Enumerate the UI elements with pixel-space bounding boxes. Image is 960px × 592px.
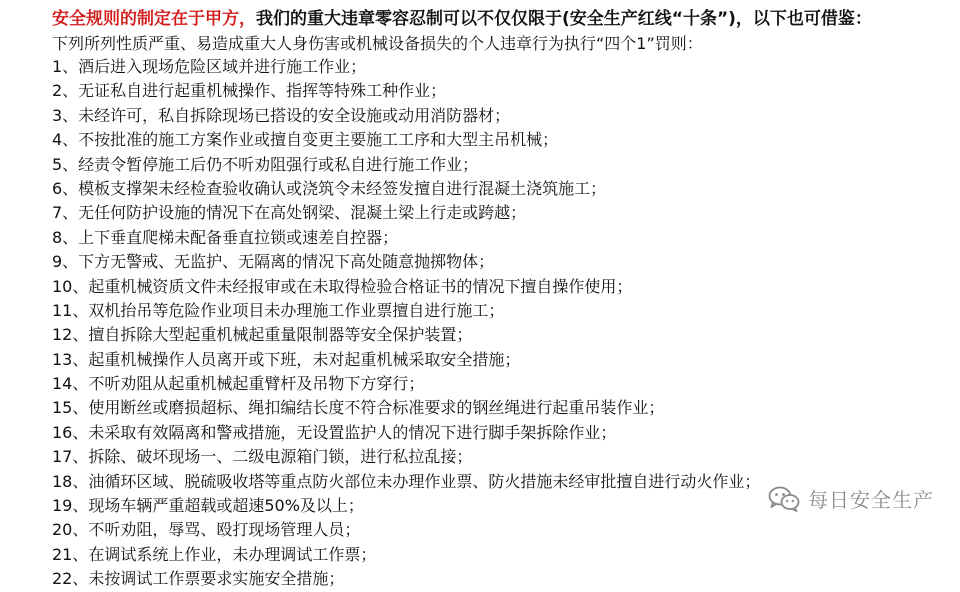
title-text: 我们的重大违章零容忍制可以不仅仅限于(安全生产红线“十条”)，以下也可借鉴： <box>256 9 872 29</box>
rule-item: 19、现场车辆严重超载或超速50%及以上； <box>52 496 364 516</box>
rule-item: 16、未采取有效隔离和警戒措施，无设置监护人的情况下进行脚手架拆除作业； <box>52 422 617 442</box>
rule-item: 17、拆除、破坏现场一、二级电源箱门锁，进行私拉乱接； <box>52 447 473 467</box>
rule-item: 2、无证私自进行起重机械操作、指挥等特殊工种作业； <box>52 81 447 101</box>
rule-item: 12、擅自拆除大型起重机械起重量限制器等安全保护装置； <box>52 325 473 345</box>
watermark <box>764 484 938 513</box>
rule-item: 5、经责令暂停施工后仍不听劝阻强行或私自进行施工作业； <box>52 154 479 174</box>
intro-text: 下列所列性质严重、易造成重大人身伤害或机械设备损失的个人违章行为执行“四个1”罚则： <box>52 34 703 53</box>
rule-item: 6、模板支撑架未经检查验收确认或浇筑令未经签发擅自进行混凝土浇筑施工； <box>52 178 607 198</box>
wechat-icon <box>768 486 800 512</box>
rule-item: 9、下方无警戒、无监护、无隔离的情况下高处随意抛掷物体； <box>52 252 495 272</box>
rule-item: 10、起重机械资质文件未经报审或在未取得检验合格证书的情况下擅自操作使用； <box>52 276 633 296</box>
rule-item: 8、上下垂直爬梯未配备垂直拉锁或速差自控器； <box>52 227 399 247</box>
rule-item: 4、不按批准的施工方案作业或擅自变更主要施工工序和大型主吊机械； <box>52 130 559 150</box>
title-line <box>52 6 952 32</box>
rule-item: 18、油循环区域、脱硫吸收塔等重点防火部位未办理作业票、防火措施未经审批擅自进行动火作业； <box>52 471 761 491</box>
rule-item: 20、不听劝阻，辱骂、殴打现场管理人员； <box>52 520 361 540</box>
rule-item: 3、未经许可，私自拆除现场已搭设的安全设施或动用消防器材； <box>52 105 511 125</box>
rule-item: 21、在调试系统上作业，未办理调试工作票； <box>52 544 377 564</box>
watermark-text: 每日安全生产 <box>808 488 934 512</box>
rule-item: 22、未按调试工作票要求实施安全措施； <box>52 569 345 589</box>
rule-item: 7、无任何防护设施的情况下在高处钢梁、混凝土梁上行走或跨越； <box>52 203 527 223</box>
rule-item: 1、酒后进入现场危险区域并进行施工作业； <box>52 57 367 76</box>
rule-item: 15、使用断丝或磨损超标、绳扣编结长度不符合标准要求的钢丝绳进行起重吊装作业； <box>52 398 665 418</box>
rule-item: 11、双机抬吊等危险作业项目未办理施工作业票擅自进行施工； <box>52 300 505 320</box>
rule-item: 13、起重机械操作人员离开或下班，未对起重机械采取安全措施； <box>52 349 521 369</box>
title-highlight: 安全规则的制定在于甲方， <box>52 9 256 29</box>
rule-item: 14、不听劝阻从起重机械起重臂杆及吊物下方穿行； <box>52 374 425 394</box>
